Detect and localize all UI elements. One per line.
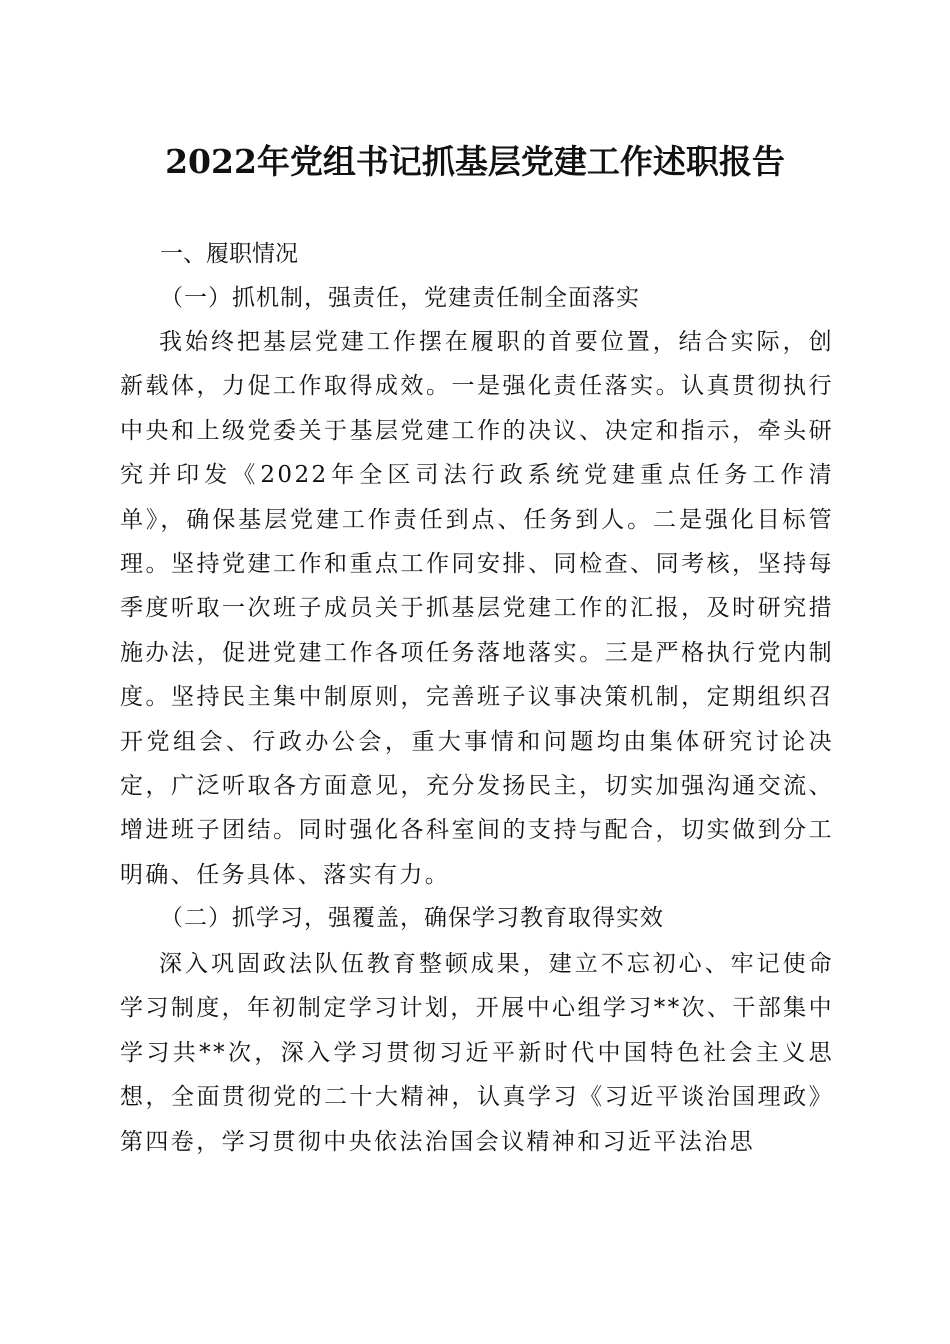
subsection-heading-1: （一）抓机制，强责任，党建责任制全面落实 [160, 285, 640, 311]
paragraph-2: 深入巩固政法队伍教育整顿成果，建立不忘初心、牢记使命学习制度，年初制定学习计划，开展中心组学习**次、干部集中学习共**次，深入学习贯彻习近平新时代中国特色社会主义思想，全面贯彻党的二十大精神，认真学习《习近平谈治国理政》第四卷，学习贯彻中央依法治国会议精神和习近平法治思 [120, 951, 834, 1155]
document-title: 2022年党组书记抓基层党建工作述职报告 [165, 142, 785, 181]
section-heading-1: 一、履职情况 [160, 241, 298, 267]
subsection-heading-2: （二）抓学习，强覆盖，确保学习教育取得实效 [160, 905, 664, 931]
paragraph-1: 我始终把基层党建工作摆在履职的首要位置，结合实际，创新载体，力促工作取得成效。一是强化责任落实。认真贯彻执行中央和上级党委关于基层党建工作的决议、决定和指示，牵头研究并印发《2022年全区司法行政系统党建重点任务工作清单》，确保基层党建工作责任到点、任务到人。二是强化目标管理。坚持党建工作和重点工作同安排、同检查、同考核，坚持每季度听取一次班子成员关于抓基层党建工作的汇报，及时研究措施办法，促进党建工作各项任务落地落实。三是严格执行党内制度。坚持民主集中制原则，完善班子议事决策机制，定期组织召开党组会、行政办公会，重大事情和问题均由集体研究讨论决定，广泛听取各方面意见，充分发扬民主，切实加强沟通交流、增进班子团结。同时强化各科室间的支持与配合，切实做到分工明确、任务具体、落实有力。 [120, 329, 834, 888]
